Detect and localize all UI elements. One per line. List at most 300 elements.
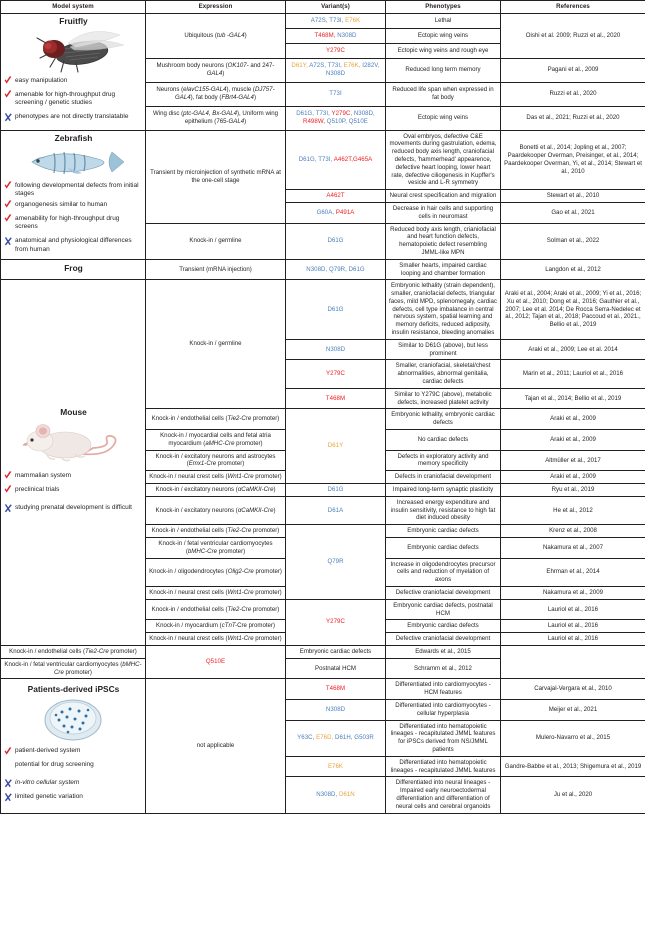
expression-text: ) (273, 486, 276, 494)
fruitfly-icon (20, 29, 126, 73)
expression-text: Knock-in / excitatory neurons ( (155, 486, 238, 494)
phenotype-cell: Defects in craniofacial development (386, 471, 501, 484)
expression-text: promoter) (216, 460, 245, 468)
expression-text: Ubiquitous ( (184, 31, 217, 39)
expression-text: promoter) (253, 568, 282, 576)
expression-cell: Transient (mRNA injection) (146, 259, 286, 280)
list-item-label: in-vitro cellular system (15, 779, 80, 787)
expression-cell: Knock-in / germline (146, 223, 286, 259)
expression-text: Knock-in / neural crest cells ( (149, 473, 228, 481)
variant-chip: T73I, (315, 110, 332, 118)
reference-cell: Stewart et al., 2010 (501, 190, 645, 203)
list-item (4, 779, 142, 791)
expression-cell (146, 538, 286, 559)
variant-chip: N308D, (353, 110, 375, 118)
phenotype-cell: Differentiated into neural lineages - Impaired early neuroectodermal differentiation and differentiation of neural cells and cerebral organoids (386, 777, 501, 813)
reference-cell: Marin et al., 2011; Lauriol et al., 2016 (501, 360, 645, 388)
expression-text: promoter) (246, 622, 275, 630)
variant-chip: T73I, (318, 155, 334, 163)
reference-cell: He et al., 2012 (501, 496, 645, 524)
model-name-mouse: Mouse (60, 407, 87, 418)
list-item-label: mammalian system (15, 471, 71, 479)
expression-text: Mushroom body neurons ( (156, 62, 228, 70)
reference-cell: Nakamura et al., 2007 (501, 538, 645, 559)
phenotype-cell: Embryonic lethality (strain dependent), smaller, craniofacial defects, triangular faces, mild MPD, splenomegaly, cardiac defects, cell type imbalance in central nervous system, spatial learning and memory deficits, reduced adiposity, insulin resistance, bleeding anomalies (386, 280, 501, 340)
expression-cell (146, 430, 286, 451)
expression-text: promoter) (251, 527, 280, 535)
list-item (4, 91, 142, 107)
list-item-label: amenable for high-throughput drug screening / genetic studies (15, 90, 116, 106)
reference-cell: Meijer et al., 2021 (501, 699, 645, 720)
variant-cell (286, 388, 386, 409)
expression-cell: Ubiquitous (tub -GAL4) (146, 13, 286, 58)
variant-chip: N308D, (306, 265, 329, 273)
variant-cell (146, 645, 286, 678)
variant-cell (286, 525, 386, 600)
variant-chip: D61H, (335, 734, 355, 742)
expression-text: Knock-in / excitatory neurons ( (155, 506, 238, 514)
expression-cell (1, 645, 146, 658)
phenotype-cell: Ectopic wing veins (386, 28, 501, 43)
reference-cell: Ju et al., 2020 (501, 777, 645, 813)
mouse-icon (17, 420, 129, 468)
fruitfly-attribute-list (4, 77, 142, 126)
expression-gene: OK107- (227, 62, 249, 70)
variant-chip: Y279C (326, 46, 345, 54)
expression-text: ) (273, 506, 276, 514)
expression-text: Knock-in / neural crest cells ( (149, 589, 228, 596)
variant-cell (286, 202, 386, 223)
phenotype-cell: Ectopic wing veins and rough eye (386, 43, 501, 58)
variant-cell (286, 360, 386, 388)
list-item-label: preclinical trials (15, 485, 60, 493)
variant-chip: D61G (348, 265, 365, 273)
expression-cell: Wing disc (ptc-GAL4, Bx-GAL4), Uniform wing epithelium (765-GAL4) (146, 106, 286, 130)
variant-chip: Y279C (326, 370, 345, 378)
expression-text: Cre (237, 622, 247, 630)
list-item (4, 504, 142, 516)
check-icon (4, 485, 12, 497)
expression-text: ), muscle ( (226, 86, 255, 94)
expression-cell (146, 587, 286, 600)
phenotype-cell: Defective craniofacial development (386, 633, 501, 646)
variant-chip: N308D (325, 705, 346, 713)
phenotype-cell: Lethal (386, 13, 501, 28)
variant-chip: A72S, (309, 62, 328, 70)
variant-chip: Q510E (205, 658, 226, 666)
expression-cell (146, 450, 286, 471)
model-cell-ipsc (1, 679, 146, 813)
reference-cell: Ruzzi et al., 2020 (501, 82, 645, 106)
expression-gene: αCaMKII-Cre (237, 486, 274, 494)
list-item-label: organogenesis similar to human (15, 200, 108, 208)
expression-cell (146, 471, 286, 484)
expression-text: Knock-in / endothelial cells ( (9, 647, 86, 655)
expression-cell (146, 484, 286, 497)
list-item-label: amenability for high-throughput drug screens (15, 214, 120, 230)
reference-cell: Araki et al., 2009; Lee et al. 2014 (501, 339, 645, 360)
list-item-label: studying prenatal development is difficult (15, 504, 132, 512)
expression-text: ), fat body ( (190, 94, 222, 102)
phenotype-cell: No cardiac defects (386, 430, 501, 451)
reference-cell: Krenz et al., 2008 (501, 525, 645, 538)
check-icon (4, 90, 12, 102)
phenotype-cell: Embryonic cardiac defects (386, 620, 501, 633)
phenotype-cell: Decrease in hair cells and supporting cells in neuromast (386, 202, 501, 223)
reference-cell: Nakamura et al., 2009 (501, 587, 645, 600)
expression-gene: bMHC-Cre (54, 660, 142, 676)
expression-cell (146, 525, 286, 538)
zebrafish-attribute-list (4, 182, 142, 254)
list-item (4, 182, 142, 198)
expression-gene: aMHC-Cre (205, 439, 235, 447)
reference-cell: Lauriol et al., 2016 (501, 633, 645, 646)
ipsc-dish-icon (42, 697, 104, 743)
reference-cell: Ryu et al., 2019 (501, 484, 645, 497)
table-row (1, 130, 645, 190)
list-item-label: potential for drug screening (15, 761, 94, 769)
variant-chip: D61Y (327, 442, 344, 450)
list-item-label: patient-derived system (15, 747, 81, 755)
variant-cell (286, 28, 386, 43)
reference-cell: Araki et al., 2004; Araki et al., 2009; Yi et al., 2016; Xu et al., 2010; Dong et al., 2016; Gauthier et al., 2007; Lee et al. 2014; De Rocca Serra-Nedelec et al., 2012; Tajan et al., 2018; Paccoud et al., 2021., Bellio et al., 2019 (501, 280, 645, 340)
model-name-zebrafish: Zebrafish (54, 133, 93, 144)
check-icon (4, 214, 12, 226)
expression-cell (146, 496, 286, 524)
expression-text: promoter) (108, 647, 137, 655)
variant-cell (286, 130, 386, 190)
variant-chip: T73I (329, 90, 342, 98)
expression-text: Knock-in / excitatory neurons and astrocytes ( (155, 452, 276, 468)
phenotype-cell: Reduced body axis length, crianiofacial and heart function defects, hematopoietic defect resembling JMML-like MPN (386, 223, 501, 259)
header-expression: Expression (146, 1, 286, 14)
expression-cell (146, 558, 286, 586)
variant-cell (286, 43, 386, 58)
expression-text: Knock-in / endothelial cells ( (151, 415, 228, 423)
variant-chip: T468M (325, 394, 346, 402)
expression-text: Knock-in / oligodendrocytes ( (149, 568, 228, 576)
reference-cell: Altmüller et al., 2017 (501, 450, 645, 471)
expression-text: promoter) (253, 473, 282, 481)
variant-chip: E76K, (343, 62, 363, 70)
expression-text: promoter) (253, 635, 282, 643)
expression-gene: Cre (241, 415, 252, 423)
expression-text: Knock-in / fetal ventricular cardiomyocytes ( (4, 660, 123, 668)
expression-text: Neurons ( (156, 86, 184, 94)
variant-cell (286, 13, 386, 28)
check-icon (4, 76, 12, 88)
variant-cell (286, 259, 386, 280)
table-row (1, 645, 645, 658)
expression-cell: not applicable (146, 679, 286, 813)
reference-cell: Carvajal-Vergara et al., 2010 (501, 679, 645, 700)
expression-text: Knock-in / endothelial cells ( (151, 605, 228, 613)
expression-text: promoter) (253, 589, 282, 596)
list-item-label: anatomical and physiological differences from human (15, 237, 132, 253)
list-item (4, 793, 142, 805)
variant-chip: N308D (325, 345, 346, 353)
list-item (4, 486, 142, 498)
zebrafish-icon (18, 146, 128, 178)
list-item-label: phenotypes are not directly translatable (15, 113, 129, 121)
list-item (4, 761, 142, 773)
expression-gene: Olig2-Cre (227, 568, 254, 576)
ipsc-attribute-list (4, 747, 142, 805)
expression-gene: Wnt1-Cre (227, 589, 254, 596)
variant-chip: G60A, (316, 208, 336, 216)
expression-gene: GAL4 (206, 70, 223, 78)
check-icon (4, 471, 12, 483)
model-name-ipsc: Patients-derived iPSCs (27, 684, 120, 695)
expression-text: promoter) (251, 605, 280, 613)
reference-cell: Bonetti et al., 2014; Jopling et al., 2007; Paardekooper Overman, Preisinger, et al., 2014; Paardekooper Overman, Yi, et al., 2014; Stewart et al., 2010 (501, 130, 645, 190)
phenotype-cell: Embryonic cardiac defects (386, 538, 501, 559)
phenotype-cell: Differentiated into hematopoietic lineages - recapitulated JMML features (386, 756, 501, 777)
list-item-label: following developmental defects from initial stages (15, 181, 139, 197)
reference-cell: Schramm et al., 2012 (386, 658, 501, 679)
phenotype-cell: Oval embryos, defective C&E movements during gastrulation, edema, reduced body axis length, craniofacial defects, 'hammerhead' appearence, defective heart looping, lower heart rate, defective ciliogenesis in Kupffer's vesicle and L-R symmetry (386, 130, 501, 190)
expression-gene: bMHC-Cre (187, 547, 218, 555)
variant-cell (286, 190, 386, 203)
list-item (4, 113, 142, 125)
variant-cell (286, 599, 386, 645)
variant-cell (286, 777, 386, 813)
variant-cell (286, 106, 386, 130)
expression-gene: Emx1-Cre (188, 460, 217, 468)
phenotype-cell: Increased energy expenditure and insulin sensitivity, resistance to high fat diet induced obesity (386, 496, 501, 524)
expression-text: ), Uniform wing epithelium (765- (184, 110, 278, 126)
variant-chip: G503R (354, 734, 374, 742)
variant-cell (286, 82, 386, 106)
variant-chip: Q510E (348, 118, 368, 126)
variant-chip: A462T (326, 192, 345, 200)
cross-icon (4, 793, 12, 805)
cross-icon (4, 237, 12, 249)
expression-gene: DJ757-GAL4 (175, 86, 275, 102)
table-header-row (1, 1, 645, 14)
check-icon (4, 761, 12, 773)
phenotype-cell: Smaller, craniofacial, skeletal/chest abnormalities, abnormal genitalia, cardiac defects (386, 360, 501, 388)
reference-cell: Solman et al., 2022 (501, 223, 645, 259)
variant-chip: G465A (353, 155, 373, 163)
expression-gene: elavC155-GAL4 (183, 86, 227, 94)
reference-cell: Lauriol et al., 2016 (501, 599, 645, 620)
phenotype-cell: Embryonic cardiac defects (386, 525, 501, 538)
variant-chip: Q510P, (326, 118, 349, 126)
expression-gene: Cre (98, 647, 109, 655)
expression-text: promoter) (234, 439, 263, 447)
expression-gene: cTnT- (221, 622, 238, 630)
expression-text: Knock-in / fetal ventricular cardiomyocytes ( (158, 540, 273, 555)
list-item (4, 472, 142, 484)
expression-cell (146, 620, 286, 633)
reference-cell: Gao et al., 2021 (501, 202, 645, 223)
variant-cell (286, 720, 386, 756)
variant-cell (286, 58, 386, 82)
reference-cell: Edwards et al., 2015 (386, 645, 501, 658)
variant-chip: Y279C, (331, 110, 354, 118)
reference-cell: Oishi et al. 2009; Ruzzi et al., 2020 (501, 13, 645, 58)
variant-chip: D61G (327, 237, 344, 245)
expression-gene: Wnt1-Cre (227, 635, 254, 643)
variant-chip: D61N (338, 791, 355, 799)
phenotype-cell: Defects in exploratory activity and memory specificity (386, 450, 501, 471)
expression-gene: FBrt4-GAL4 (221, 94, 254, 102)
expression-gene: Tie2- (227, 415, 242, 423)
variant-chip: P491A (335, 208, 355, 216)
phenotype-cell: Ectopic wing veins (386, 106, 501, 130)
variant-chip: T468M, (314, 31, 338, 39)
cross-icon (4, 504, 12, 516)
expression-cell (146, 409, 286, 430)
check-icon (4, 200, 12, 212)
check-icon (4, 181, 12, 193)
list-item (4, 747, 142, 759)
variant-chip: D61Y, (291, 62, 310, 70)
list-item-label: limited genetic variation (15, 793, 83, 801)
phenotype-cell: Increase in oligodendrocytes precursor cells and reduction of myelation of axons (386, 558, 501, 586)
phenotype-cell: Impaired long-term synaptic plasticity (386, 484, 501, 497)
phenotype-cell: Reduced long term memory (386, 58, 501, 82)
mouse-attribute-list (4, 472, 142, 516)
list-item-label: easy manipulation (15, 76, 68, 84)
expression-text: Knock-in / neural crest cells ( (149, 635, 228, 643)
reference-cell: Tajan et al., 2014; Bellio et al., 2019 (501, 388, 645, 409)
model-name-fruitfly: Fruitfly (59, 15, 88, 26)
expression-cell (1, 658, 146, 679)
model-cell-mouse (1, 280, 146, 646)
variant-cell (286, 679, 386, 700)
table-row (1, 280, 645, 340)
variant-chip: N308D (325, 70, 346, 78)
expression-gene: Tie2- (85, 647, 99, 655)
phenotype-cell: Similar to Y279C (above), metabolic defects, increased platelet activity (386, 388, 501, 409)
model-cell-fruitfly (1, 13, 146, 130)
variant-chip: D61A (327, 506, 344, 514)
variant-chip: A462T, (333, 155, 354, 163)
reference-cell: Lauriol et al., 2016 (501, 620, 645, 633)
variant-chip: E76K (345, 16, 361, 24)
reference-cell: Ehrman et al., 2014 (501, 558, 645, 586)
variant-chip: A72S, (310, 16, 330, 24)
expression-gene: αCaMKII-Cre (237, 506, 274, 514)
phenotype-cell: Reduced life span when expressed in fat body (386, 82, 501, 106)
list-item (4, 201, 142, 213)
reference-cell: Gandre-Babbe et al., 2013; Shigemura et al., 2019 (501, 756, 645, 777)
table-row (1, 259, 645, 280)
variant-chip: T73I, (329, 16, 346, 24)
reference-cell: Araki et al., 2009 (501, 430, 645, 451)
variant-chip: N308D (337, 31, 357, 39)
header-phenotypes: Phenotypes (386, 1, 501, 14)
phenotype-cell: Defective craniofacial development (386, 587, 501, 600)
expression-gene: ptc-GAL4, Bx-GAL4 (183, 110, 237, 118)
variant-chip: Y63C, (297, 734, 317, 742)
variant-chip: D61G (327, 305, 344, 313)
variant-chip: D61G, (298, 155, 319, 163)
reference-cell: Pagani et al., 2009 (501, 58, 645, 82)
expression-text: promoter) (251, 415, 280, 423)
expression-gene: Cre (241, 527, 252, 535)
expression-gene: Tie2- (227, 527, 242, 535)
phenotype-cell: Differentiated into cardiomyocytes - HCM features (386, 679, 501, 700)
expression-gene: tub -GAL4 (216, 31, 245, 39)
header-model-system: Model system (1, 1, 146, 14)
expression-cell (146, 599, 286, 620)
expression-gene: Tie2- (227, 605, 242, 613)
table-row (1, 13, 645, 28)
expression-text: Knock-in / myocardium ( (156, 622, 222, 630)
expression-text: Knock-in / myocardial cells and fetal atria myocardium ( (160, 432, 271, 447)
variant-chip: I282V, (362, 62, 380, 70)
model-name-frog: Frog (64, 263, 83, 274)
variant-cell (286, 280, 386, 340)
phenotype-cell: Neural crest specification and migration (386, 190, 501, 203)
phenotype-cell: Embryonic cardiac defects (286, 645, 386, 658)
expression-text: and 247- (250, 62, 275, 70)
phenotype-cell: Postnatal HCM (286, 658, 386, 679)
model-cell-zebrafish (1, 130, 146, 259)
expression-text: promoter) (217, 547, 246, 555)
reference-cell: Langdon et al., 2012 (501, 259, 645, 280)
expression-gene: Wnt1-Cre (227, 473, 254, 481)
reference-cell: Mulero-Navarro et al., 2015 (501, 720, 645, 756)
phenotype-cell: Embryonic lethality, embryonic cardiac defects (386, 409, 501, 430)
phenotype-cell: Similar to D61G (above), but less prominent (386, 339, 501, 360)
expression-cell: Knock-in / germline (146, 280, 286, 409)
variant-cell (286, 756, 386, 777)
check-icon (4, 747, 12, 759)
variant-chip: T73I, (327, 62, 344, 70)
phenotype-cell: Smaller hearts, impaired cardiac looping and chamber formation (386, 259, 501, 280)
expression-cell: Transient by microinjection of synthetic mRNA at the one-cell stage (146, 130, 286, 223)
expression-cell: Neurons (elavC155-GAL4), muscle (DJ757-GAL4), fat body (FBrt4-GAL4) (146, 82, 286, 106)
variant-cell (286, 339, 386, 360)
table-row (1, 658, 645, 679)
cross-icon (4, 779, 12, 791)
expression-text: promoter) (63, 668, 92, 676)
list-item (4, 215, 142, 231)
expression-gene: GAL4 (228, 118, 245, 126)
variant-chip: Q79R (327, 558, 344, 566)
variant-cell (286, 484, 386, 497)
variant-chip: E76K (327, 762, 344, 770)
expression-cell: Mushroom body neurons (OK107- and 247-GAL4) (146, 58, 286, 82)
cross-icon (4, 113, 12, 125)
variant-chip: Q79R, (328, 265, 349, 273)
expression-gene: Cre (241, 605, 252, 613)
variant-chip: D61G, (296, 110, 316, 118)
list-item (4, 237, 142, 253)
phenotype-cell: Differentiated into hematopoietic lineages - recapitulated JMML features for iPSCs derived from NS/JMML patients (386, 720, 501, 756)
variant-chip: E76D, (316, 734, 336, 742)
variant-cell (286, 409, 386, 484)
expression-text: Wing disc ( (153, 110, 184, 118)
variant-cell (286, 496, 386, 524)
model-cell-frog (1, 259, 146, 280)
phenotype-cell: Differentiated into cardiomyocytes - cellular hyperplasia (386, 699, 501, 720)
reference-cell: Araki et al., 2009 (501, 471, 645, 484)
variant-chip: R498W, (303, 118, 327, 126)
variant-chip: T468M (325, 685, 346, 693)
phenotype-cell: Embryonic cardiac defects, postnatal HCM (386, 599, 501, 620)
variant-cell (286, 699, 386, 720)
table-row (1, 679, 645, 700)
variant-chip: D61G (327, 486, 344, 494)
variant-cell (286, 223, 386, 259)
header-references: References (501, 1, 645, 14)
variant-chip: N308D, (316, 791, 339, 799)
